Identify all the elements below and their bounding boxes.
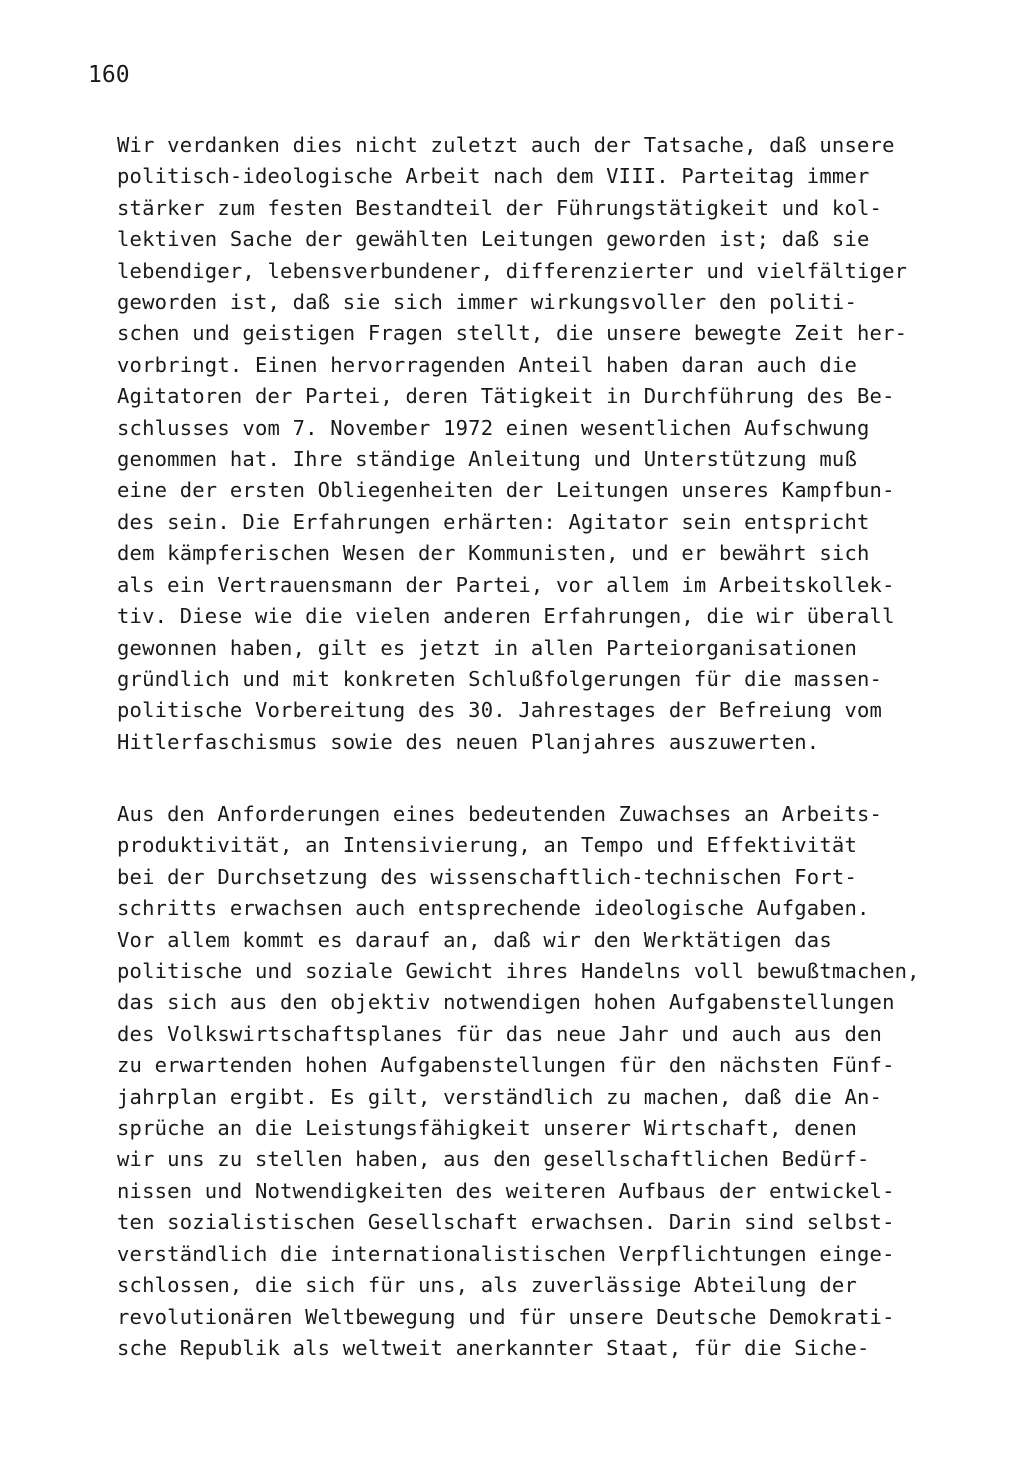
text-line: politisch-ideologische Arbeit nach dem VIII. Parteitag immer (117, 164, 870, 189)
text-line: nissen und Notwendigkeiten des weiteren Aufbaus der entwickel- (117, 1178, 895, 1203)
text-line: geworden ist, daß sie sich immer wirkungsvoller den politi- (117, 290, 857, 315)
text-line: schlossen, die sich für uns, als zuverlässige Abteilung der (117, 1273, 857, 1298)
page-number: 160 (88, 62, 130, 88)
text-line: Vor allem kommt es darauf an, daß wir den Werktätigen das (117, 927, 832, 952)
text-line: Wir verdanken dies nicht zuletzt auch der Tatsache, daß unsere (117, 133, 895, 157)
text-line: eine der ersten Obliegenheiten der Leitungen unseres Kampfbun- (117, 478, 895, 503)
text-line: jahrplan ergibt. Es gilt, verständlich zu machen, daß die An- (117, 1084, 883, 1109)
paragraph-2 (117, 799, 977, 1364)
text-line: vorbringt. Einen hervorragenden Anteil haben daran auch die (117, 352, 857, 377)
text-line: als ein Vertrauensmann der Partei, vor allem im Arbeitskollek- (117, 572, 895, 597)
text-line: ten sozialistischen Gesellschaft erwachsen. Darin sind selbst- (117, 1210, 895, 1235)
text-line: stärker zum festen Bestandteil der Führungstätigkeit und kol- (117, 195, 883, 220)
text-line: Agitatoren der Partei, deren Tätigkeit in Durchführung des Be- (117, 384, 895, 409)
text-line: wir uns zu stellen haben, aus den gesellschaftlichen Bedürf- (117, 1147, 870, 1172)
paragraph-1 (117, 130, 977, 758)
text-line: bei der Durchsetzung des wissenschaftlich-technischen Fort- (117, 864, 857, 889)
text-line: politische Vorbereitung des 30. Jahrestages der Befreiung vom (117, 698, 883, 723)
text-line: schen und geistigen Fragen stellt, die unsere bewegte Zeit her- (117, 321, 908, 346)
text-line: genommen hat. Ihre ständige Anleitung und Unterstützung muß (117, 447, 857, 472)
text-line: schritts erwachsen auch entsprechende ideologische Aufgaben. (117, 896, 870, 921)
text-line: politische und soziale Gewicht ihres Handelns voll bewußtmachen, (117, 959, 920, 984)
text-line: tiv. Diese wie die vielen anderen Erfahrungen, die wir überall (117, 604, 895, 629)
text-line: des Volkswirtschaftsplanes für das neue Jahr und auch aus den (117, 1021, 883, 1046)
text-line: das sich aus den objektiv notwendigen hohen Aufgabenstellungen (117, 990, 895, 1015)
text-line: lektiven Sache der gewählten Leitungen geworden ist; daß sie (117, 227, 870, 252)
text-line: zu erwartenden hohen Aufgabenstellungen für den nächsten Fünf- (117, 1053, 895, 1078)
text-line: schlusses vom 7. November 1972 einen wesentlichen Aufschwung (117, 415, 870, 440)
text-line: des sein. Die Erfahrungen erhärten: Agitator sein entspricht (117, 509, 870, 534)
text-line: gründlich und mit konkreten Schlußfolgerungen für die massen- (117, 666, 883, 691)
text-line: gewonnen haben, gilt es jetzt in allen Parteiorganisationen (117, 635, 857, 660)
text-line: produktivität, an Intensivierung, an Tempo und Effektivität (117, 833, 857, 858)
text-line: Hitlerfaschismus sowie des neuen Planjahres auszuwerten. (117, 729, 820, 754)
text-line: sche Republik als weltweit anerkannter Staat, für die Siche- (117, 1335, 870, 1360)
text-line: revolutionären Weltbewegung und für unsere Deutsche Demokrati- (117, 1304, 895, 1329)
text-line: verständlich die internationalistischen Verpflichtungen einge- (117, 1241, 895, 1266)
text-line: Aus den Anforderungen eines bedeutenden Zuwachses an Arbeits- (117, 802, 883, 826)
text-line: lebendiger, lebensverbundener, differenzierter und vielfältiger (117, 258, 908, 283)
text-line: dem kämpferischen Wesen der Kommunisten, und er bewährt sich (117, 541, 870, 566)
text-line: sprüche an die Leistungsfähigkeit unserer Wirtschaft, denen (117, 1116, 857, 1141)
